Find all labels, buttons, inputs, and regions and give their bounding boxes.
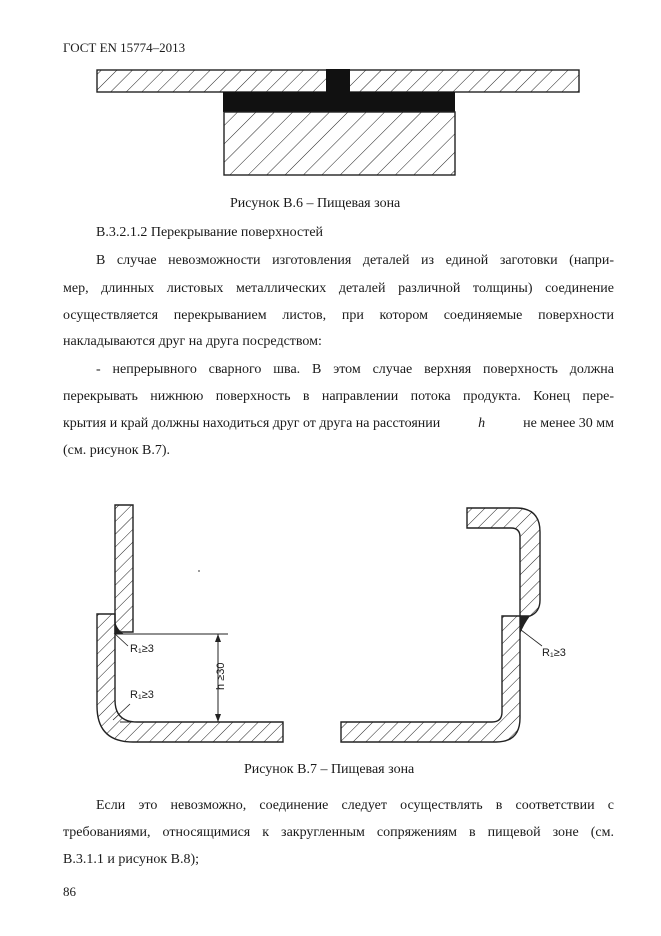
para2-var-h: h	[478, 416, 486, 431]
figure-b7-caption: Рисунок В.7 – Пищевая зона	[244, 762, 415, 777]
para1-line4: накладываются друг на друга посредством:	[63, 334, 322, 349]
label-r1-bottom: R₁≥3	[130, 689, 154, 701]
standard-header: ГОСТ EN 15774–2013	[63, 40, 186, 55]
para1-line1: В случае невозможности изготовления деталей из единой заготовки (напри-	[96, 253, 614, 268]
label-h-dimension: h ≥30	[215, 662, 227, 690]
stray-mark	[198, 570, 200, 572]
para1-line3: осуществляется перекрыванием листов, при котором соединяемые поверхности	[63, 308, 614, 323]
right-bent-sheet	[341, 616, 520, 742]
para3-line2: требованиями, относящимися к закругленным сопряжениям в пищевой зоне (см.	[63, 825, 614, 840]
para2-line2: перекрывать нижнюю поверхность в направлении потока продукта. Конец пере-	[63, 389, 614, 404]
para3-line3: В.3.1.1 и рисунок В.8);	[63, 852, 200, 867]
figure-b6-caption: Рисунок В.6 – Пищевая зона	[230, 196, 401, 211]
page-number: 86	[63, 884, 76, 899]
para2-line3-end: не менее 30 мм	[523, 416, 614, 431]
right-weld	[520, 616, 542, 646]
section-heading: В.3.2.1.2 Перекрывание поверхностей	[96, 225, 324, 240]
left-vertical-sheet	[115, 505, 133, 632]
para2-line3-text: крытия и край должны находиться друг от друга на расстоянии	[63, 416, 441, 431]
label-r1-right: R₁≥3	[542, 647, 566, 659]
para1-line2: мер, длинных листовых металлических деталей различной толщины) соединение	[63, 281, 614, 296]
label-r1-top: R₁≥3	[130, 643, 154, 655]
left-bent-sheet	[97, 614, 283, 742]
right-hook-sheet	[467, 508, 540, 616]
para2-line1: - непрерывного сварного шва. В этом случае верхняя поверхность должна	[96, 362, 614, 377]
para3-line1: Если это невозможно, соединение следует осуществлять в соответствии с	[96, 798, 614, 813]
para2-line4: (см. рисунок В.7).	[63, 443, 171, 458]
